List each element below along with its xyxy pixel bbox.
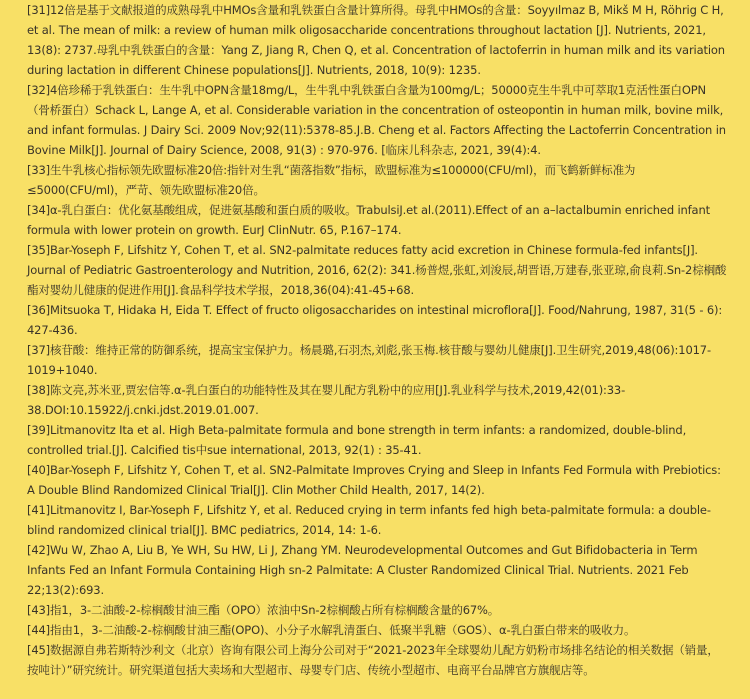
reference-44: [44]指由1，3-二油酸-2-棕榈酸甘油三酯(OPO)、小分子水解乳清蛋白、低聚半乳糖（GOS）、α-乳白蛋白带来的吸收力。 xyxy=(27,623,636,637)
reference-35: [35]Bar-Yoseph F, Lifshitz Y, Cohen T, et al. SN2-palmitate reduces fatty acid excretion in Chinese formula-fed infants[J]. Journal of Pediatric Gastroenterology and Nutrition, 2016, 62(2): 341.杨普煜,张虹,刘浚辰,胡晋语,万建春,张亚琼,俞良莉.Sn-2棕榈酸酯对婴幼儿健康的促进作用[J].食品科学技术学报，2018,36(04):41-45+68. xyxy=(27,243,727,297)
reference-33: [33]生牛乳核心指标领先欧盟标准20倍:指针对生乳“菌落指数”指标，欧盟标准为≤100000(CFU/ml)，而飞鹤新鲜标准为≤5000(CFU/ml)，严苛、领先欧盟标准20倍。 xyxy=(27,163,636,197)
reference-41: [41]Litmanovitz I, Bar-Yoseph F, Lifshitz Y, et al. Reduced crying in term infants fed high beta-palmitate formula: a double-blind randomized clinical trial[J]. BMC pediatrics, 2014, 14: 1-6. xyxy=(27,503,711,537)
reference-32: [32]4倍珍稀于乳铁蛋白：生牛乳中OPN含量18mg/L，生牛乳中乳铁蛋白含量为100mg/L；50000克生牛乳中可萃取1克活性蛋白OPN（骨桥蛋白）Schack L, Lange A, et al. Considerable variation in the concentration of osteopontin in human milk, bovine milk, and infant formulas. J Dairy Sci. 2009 Nov;92(11):5378-85.J.B. Cheng et al. Factors Affecting the Lactoferrin Concentration in Bovine Milk[J]. Journal of Dairy Science, 2008, 91(3) : 970-976. [临床儿科杂志, 2021, 39(4):4. xyxy=(27,83,726,157)
reference-42: [42]Wu W, Zhao A, Liu B, Ye WH, Su HW, Li J, Zhang YM. Neurodevelopmental Outcomes and Gut Bifidobacteria in Term Infants Fed an Infant Formula Containing High sn-2 Palmitate: A Cluster Randomized Clinical Trial. Nutrients. 2021 Feb 22;13(2):693. xyxy=(27,543,698,597)
reference-39: [39]Litmanovitz Ita et al. High Beta-palmitate formula and bone strength in term infants: a randomized, double-blind, controlled trial.[J]. Calcified tis中sue international, 2013, 92(1) : 35-41. xyxy=(27,423,687,457)
reference-list xyxy=(27,0,727,680)
reference-43: [43]指1，3-二油酸-2-棕榈酸甘油三酯（OPO）浓油中Sn-2棕榈酸占所有棕榈酸含量的67%。 xyxy=(27,603,500,617)
reference-37: [37]核苷酸：维持正常的防御系统，提高宝宝保护力。杨晨璐,石羽杰,刘彪,张玉梅.核苷酸与婴幼儿健康[J].卫生研究,2019,48(06):1017-1019+1040. xyxy=(27,343,711,377)
reference-45: [45]数据源自弗若斯特沙利文（北京）咨询有限公司上海分公司对于“2021-2023年全球婴幼儿配方奶粉市场排名结论的相关数据（销量，按吨计）”研究统计。研究渠道包括大卖场和大型超市、母婴专门店、传统小型超市、电商平台品牌官方旗舰店等。 xyxy=(27,643,719,677)
reference-36: [36]Mitsuoka T, Hidaka H, Eida T. Effect of fructo oligosaccharides on intestinal microflora[J]. Food/Nahrung, 1987, 31(5 - 6): 427-436. xyxy=(27,303,723,337)
reference-38: [38]陈文亮,苏米亚,贾宏信等.α-乳白蛋白的功能特性及其在婴儿配方乳粉中的应用[J].乳业科学与技术,2019,42(01):33-38.DOI:10.15922/j.cnki.jdst.2019.01.007. xyxy=(27,383,626,417)
reference-34: [34]α-乳白蛋白：优化氨基酸组成，促进氨基酸和蛋白质的吸收。TrabulsiJ.et al.(2011).Effect of an a–lactalbumin enriched infant formula with lower protein on growth. EurJ ClinNutr. 65, P.167–174. xyxy=(27,203,710,237)
reference-31: [31]12倍是基于文献报道的成熟母乳中HMOs含量和乳铁蛋白含量计算所得。母乳中HMOs的含量：Soyyılmaz B, Mikš M H, Röhrig C H, et al. The mean of milk: a review of human milk oligosaccharide concentrations throughout lactation [J]. Nutrients, 2021, 13(8): 2737.母乳中乳铁蛋白的含量：Yang Z, Jiang R, Chen Q, et al. Concentration of lactoferrin in human milk and its variation during lactation in different Chinese populations[J]. Nutrients, 2018, 10(9): 1235. xyxy=(27,3,725,77)
reference-40: [40]Bar-Yoseph F, Lifshitz Y, Cohen T, et al. SN2-Palmitate Improves Crying and Sleep in Infants Fed Formula with Prebiotics: A Double Blind Randomized Clinical Trial[J]. Clin Mother Child Health, 2017, 14(2). xyxy=(27,463,721,497)
